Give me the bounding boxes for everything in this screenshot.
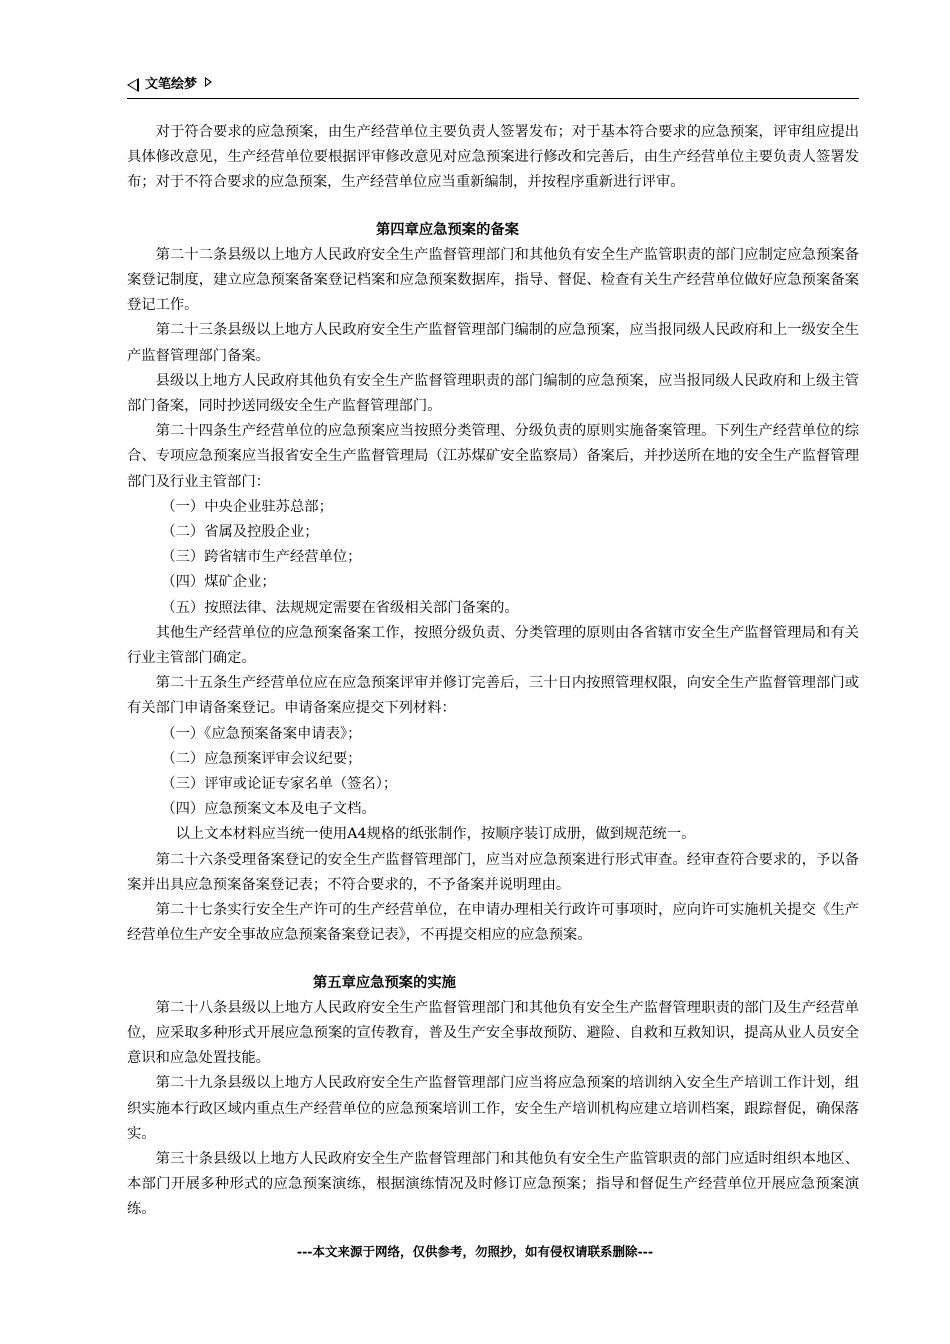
article-24: 第二十四条生产经营单位的应急预案应当按照分类管理、分级负责的原则实施备案管理。下列生产经营单位的综合、专项应急预案应当报省安全生产监督管理局（江苏煤矿安全监察局）备案后，并抄送所在地的安全生产监督管理部门及行业主管部门： bbox=[127, 423, 859, 490]
article-25-item: （四）应急预案文本及电子文档。 bbox=[161, 801, 376, 818]
article-24-item: （五）按照法律、法规规定需要在省级相关部门备案的。 bbox=[161, 599, 519, 616]
article-25-note: 以上文本材料应当统一使用A4规格的纸张制作，按顺序装订成册，做到规范统一。 bbox=[175, 826, 696, 843]
document-body bbox=[127, 120, 859, 1223]
article-24-item: （四）煤矿企业； bbox=[161, 574, 276, 591]
article-26: 第二十六条受理备案登记的安全生产监督管理部门，应当对应急预案进行形式审查。经审查符合要求的，予以备案并出具应急预案备案登记表；不符合要求的，不予备案并说明理由。 bbox=[127, 851, 859, 893]
article-24-item: （三）跨省辖市生产经营单位； bbox=[161, 549, 362, 566]
intro-paragraph: 对于符合要求的应急预案，由生产经营单位主要负责人签署发布；对于基本符合要求的应急预案，评审组应提出具体修改意见，生产经营单位要根据评审修改意见对应急预案进行修改和完善后，由生产经营单位主要负责人签署发布；对于不符合要求的应急预案，生产经营单位应当重新编制，并按程序重新进行评审。 bbox=[127, 124, 859, 191]
page-footer-disclaimer: ---本文来源于网络，仅供参考，勿照抄，如有侵权请联系删除--- bbox=[296, 1244, 654, 1259]
article-28: 第二十八条县级以上地方人民政府安全生产监督管理部门和其他负有安全生产监督管理职责的部门及生产经营单位，应采取多种形式开展应急预案的宣传教育，普及生产安全事故预防、避险、自救和互救知识，提高从业人员安全意识和应急处置技能。 bbox=[127, 999, 859, 1067]
article-30: 第三十条县级以上地方人民政府安全生产监督管理部门和其他负有安全生产监管职责的部门应适时组织本地区、本部门开展多种形式的应急预案演练，根据演练情况及时修订应急预案；指导和督促生产经营单位开展应急预案演练。 bbox=[127, 1150, 859, 1218]
article-24-item: （一）中央企业驻苏总部； bbox=[161, 498, 333, 515]
article-25-item: （三）评审或论证专家名单（签名）； bbox=[161, 776, 398, 793]
article-23: 第二十三条县级以上地方人民政府安全生产监督管理部门编制的应急预案，应当报同级人民政府和上一级安全生产监督管理部门备案。 bbox=[127, 322, 859, 364]
article-24-continued: 其他生产经营单位的应急预案备案工作，按照分级负责、分类管理的原则由各省辖市安全生产监督管理局和有关行业主管部门确定。 bbox=[127, 624, 859, 667]
article-25-item: （一）《应急预案备案申请表》； bbox=[161, 725, 362, 742]
article-25-item: （二）应急预案评审会议纪要； bbox=[161, 750, 362, 767]
article-22: 第二十二条县级以上地方人民政府安全生产监督管理部门和其他负有安全生产监管职责的部门应制定应急预案备案登记制度，建立应急预案备案登记档案和应急预案数据库，指导、督促、检查有关生产经营单位做好应急预案备案登记工作。 bbox=[127, 246, 859, 314]
triangle-left-icon bbox=[127, 78, 139, 92]
article-23-continued: 县级以上地方人民政府其他负有安全生产监督管理职责的部门编制的应急预案，应当报同级人民政府和上级主管部门备案，同时抄送同级安全生产监督管理部门。 bbox=[127, 372, 859, 415]
article-29: 第二十九条县级以上地方人民政府安全生产监督管理部门应当将应急预案的培训纳入安全生产培训工作计划，组织实施本行政区域内重点生产经营单位的应急预案培训工作，安全生产培训机构应建立培训档案，跟踪督促，确保落实。 bbox=[127, 1075, 859, 1142]
page-header bbox=[127, 76, 859, 99]
triangle-right-icon bbox=[205, 77, 212, 87]
article-25: 第二十五条生产经营单位应在应急预案评审并修订完善后，三十日内按照管理权限，向安全生产监督管理部门或有关部门申请备案登记。申请备案应提交下列材料： bbox=[127, 675, 859, 717]
chapter-5-title: 第五章应急预案的实施 bbox=[313, 974, 456, 991]
header-brand bbox=[127, 76, 212, 94]
section-gap bbox=[127, 949, 859, 971]
brand-text: 文笔绘梦 bbox=[145, 77, 198, 92]
article-27: 第二十七条实行安全生产许可的生产经营单位，在申请办理相关行政许可事项时，应向许可实施机关提交《生产经营单位生产安全事故应急预案备案登记表》，不再提交相应的应急预案。 bbox=[127, 902, 859, 944]
section-gap bbox=[127, 196, 859, 218]
chapter-4-title: 第四章应急预案的备案 bbox=[376, 221, 519, 238]
article-24-item: （二）省属及控股企业； bbox=[161, 524, 319, 541]
